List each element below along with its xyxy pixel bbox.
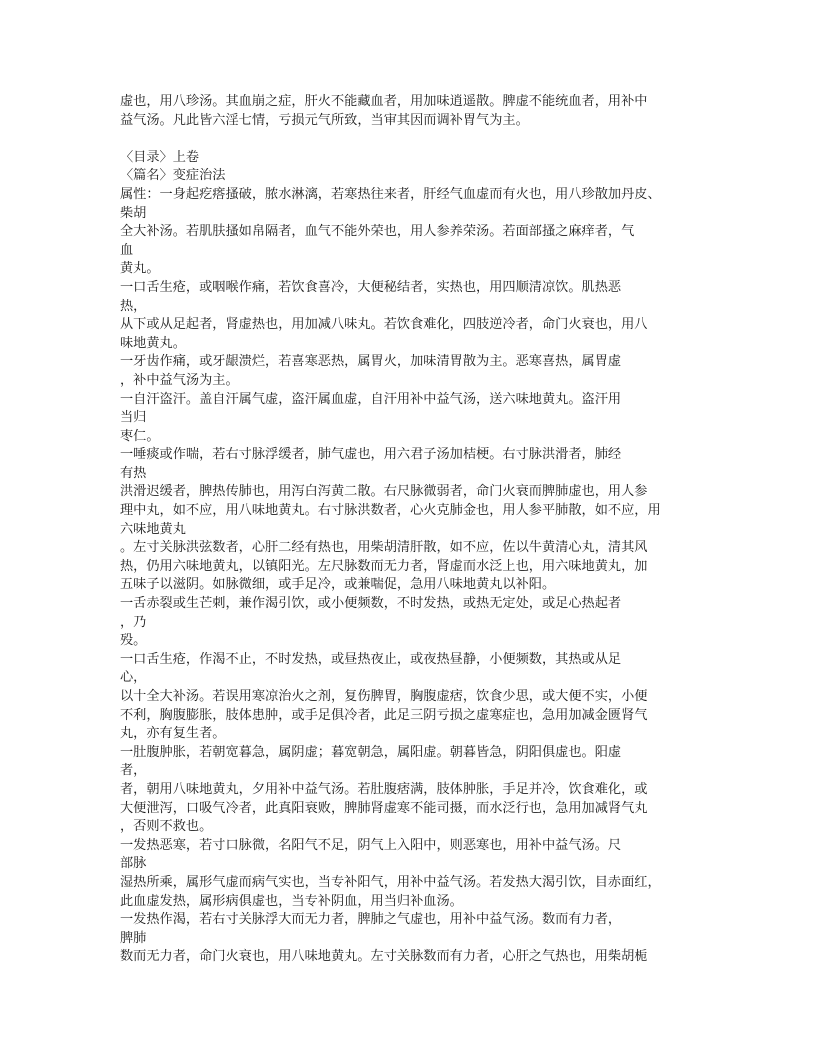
text-line: 益气汤。凡此皆六淫七情，亏损元气所致，当审其因而调补胃气为主。 bbox=[120, 112, 529, 128]
text-line: 一自汗盗汗。盖自汗属气虚，盗汗属血虚，自汗用补中益气汤，送六味地黄丸。盗汗用 bbox=[120, 391, 622, 407]
text-line: 。左寸关脉洪弦数者，心肝二经有热也，用柴胡清肝散，如不应，佐以牛黄清心丸，清其风 bbox=[120, 540, 648, 556]
text-line: 热，仍用六味地黄丸，以镇阳光。左尺脉数而无力者，肾虚而水泛上也，用六味地黄丸，加 bbox=[120, 558, 648, 574]
text-line: 一舌赤裂或生芒刺，兼作渴引饮，或小便频数，不时发热，或热无定处，或足心热起者 bbox=[120, 596, 622, 612]
text-line: 血 bbox=[120, 242, 134, 258]
text-line: 洪滑迟缓者，脾热传肺也，用泻白泻黄二散。右尺脉微弱者，命门火衰而脾肺虚也，用人参 bbox=[120, 484, 648, 500]
text-line: 一发热作渴，若右寸关脉浮大而无力者，脾肺之气虚也，用补中益气汤。数而有力者， bbox=[120, 912, 622, 928]
text-line: 部脉 bbox=[120, 856, 147, 872]
toc-heading: 〈目录〉上卷 bbox=[120, 149, 200, 165]
text-line: ，否则不救也。 bbox=[120, 819, 213, 835]
text-line: 大便泄泻，口吸气冷者，此真阳衰败，脾肺肾虚寒不能司摄，而水泛行也，急用加减肾气丸 bbox=[120, 800, 648, 816]
text-line: 全大补汤。若肌肤搔如帛隔者，血气不能外荣也，用人参养荣汤。若面部搔之麻痒者，气 bbox=[120, 224, 635, 240]
text-line: 丸，亦有复生者。 bbox=[120, 726, 226, 742]
text-line: 殁。 bbox=[120, 633, 147, 649]
text-line: 理中丸，如不应，用八味地黄丸。右寸脉洪数者，心火克肺金也，用人参平肺散，如不应，用 bbox=[120, 503, 661, 519]
text-line: ，乃 bbox=[120, 614, 147, 630]
text-line: 味地黄丸。 bbox=[120, 335, 186, 351]
text-line: 不利，胸腹膨胀，肢体患肿，或手足俱冷者，此足三阴亏损之虚寒症也，急用加减金匮肾气 bbox=[120, 707, 648, 723]
text-line: 脾肺 bbox=[120, 930, 147, 946]
text-line: 一牙齿作痛，或牙龈溃烂，若喜寒恶热，属胃火，加味清胃散为主。恶寒喜热，属胃虚 bbox=[120, 354, 622, 370]
text-line: ，补中益气汤为主。 bbox=[120, 372, 239, 388]
document-page bbox=[120, 93, 700, 986]
text-line: 柴胡 bbox=[120, 205, 147, 221]
text-line: 五味子以滋阴。如脉微细，或手足冷，或兼喘促，急用八味地黄丸以补阳。 bbox=[120, 577, 556, 593]
text-line: 属性：一身起疙瘩搔破，脓水淋漓，若寒热往来者，肝经气血虚而有火也，用八珍散加丹皮、 bbox=[120, 186, 661, 202]
text-line: 一口舌生疮，作渴不止，不时发热，或昼热夜止，或夜热昼静，小便频数，其热或从足 bbox=[120, 651, 622, 667]
text-line: 枣仁。 bbox=[120, 428, 160, 444]
text-line: 一唾痰或作喘，若右寸脉浮缓者，肺气虚也，用六君子汤加桔梗。右寸脉洪滑者，肺经 bbox=[120, 447, 622, 463]
text-line: 湿热所乘，属形气虚而病气实也，当专补阳气，用补中益气汤。若发热大渴引饮，目赤面红， bbox=[120, 874, 661, 890]
section-title: 〈篇名〉变症治法 bbox=[120, 168, 226, 184]
blank-line bbox=[120, 130, 700, 149]
text-line: 以十全大补汤。若误用寒凉治火之剂，复伤脾胃，胸腹虚痞，饮食少思，或大便不实，小便 bbox=[120, 689, 648, 704]
text-line: 有热 bbox=[120, 465, 147, 481]
text-line: 六味地黄丸 bbox=[120, 521, 186, 537]
text-line: 心， bbox=[120, 670, 147, 686]
text-line: 一肚腹肿胀，若朝宽暮急，属阴虚；暮宽朝急，属阳虚。朝暮皆急，阴阳俱虚也。阳虚 bbox=[120, 744, 622, 760]
text-line: 者， bbox=[120, 763, 147, 779]
text-line: 虚也，用八珍汤。其血崩之症，肝火不能藏血者，用加味逍遥散。脾虚不能统血者，用补中 bbox=[120, 94, 648, 109]
text-line: 当归 bbox=[120, 410, 147, 426]
text-line: 从下或从足起者，肾虚热也，用加减八味丸。若饮食难化，四肢逆冷者，命门火衰也，用八 bbox=[120, 317, 648, 333]
text-line: 数而无力者，命门火衰也，用八味地黄丸。左寸关脉数而有力者，心肝之气热也，用柴胡栀 bbox=[120, 949, 648, 965]
text-line: 者，朝用八味地黄丸，夕用补中益气汤。若肚腹痞满，肢体肿胀，手足并冷，饮食难化，或 bbox=[120, 781, 648, 797]
text-line: 此血虚发热，属形病俱虚也，当专补阴血，用当归补血汤。 bbox=[120, 893, 463, 909]
text-line bbox=[120, 967, 700, 986]
text-line: 一口舌生疮，或咽喉作痛，若饮食喜冷，大便秘结者，实热也，用四顺清凉饮。肌热恶 bbox=[120, 279, 622, 295]
text-line: 黄丸。 bbox=[120, 261, 160, 277]
text-line: 一发热恶寒，若寸口脉微，名阳气不足，阴气上入阳中，则恶寒也，用补中益气汤。尺 bbox=[120, 837, 622, 853]
text-line: 热， bbox=[120, 298, 147, 314]
